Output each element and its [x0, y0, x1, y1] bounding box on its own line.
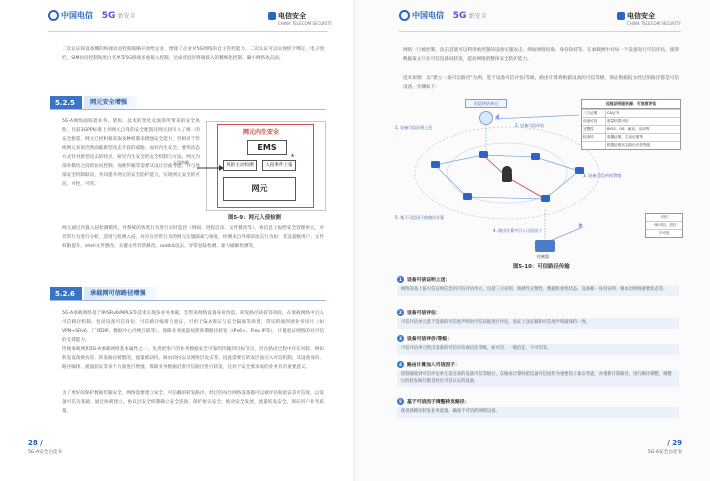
- step-heading: 设备可信评估：: [407, 311, 441, 316]
- section1-paragraph-2: 网元通过内置入侵检测模块，对系统的各类行为进行实时监控（例如，进程启动、文件篡改等），将信息上报给安全管理单元，对异常行为进行分析，适用与检测入侵，对存在异常行为的网元实施隔离与恢复，检测来自外部的攻击行为如：非法超级用户、文件权限提升、shell文件篡改、关键文件异常修改、rootkit攻击、异常登陆检测、暴力破解检测等。: [62, 226, 324, 249]
- intro-paragraph: 二次认证和设备侧的终端访问控制策略开放给企业，增强了企业对5G网络的自主管控能力。二次认证可以实现机卡绑定、电子围栏、SIM访问控制和黑白名单等5G终端多重接入控制，达成对园区终端接入的精细化控制，确小网络攻击面。: [62, 47, 324, 61]
- ems-block: EMS: [247, 140, 287, 155]
- china-telecom-logo: 中国电信 5G 新安全: [399, 10, 486, 21]
- attestation-server-title: 远程证明服务器：可信度评估: [582, 100, 680, 109]
- left-footer: [28, 439, 62, 455]
- telecom-security-logo: 电信安全 CHINA TELECOM SECURITY: [617, 11, 681, 26]
- section-number: 5.2.5: [50, 96, 82, 110]
- 5g-logo: 5G 新安全: [101, 11, 136, 21]
- risk-detect-block: 风险主动检测: [223, 160, 257, 171]
- controller-label: 控制器: [537, 254, 549, 259]
- right-header: [355, 10, 710, 32]
- section-rule: [50, 109, 326, 110]
- step-number-icon: 5: [397, 398, 404, 405]
- table-cell: BIOS、OS、驱动、应用等: [607, 127, 650, 131]
- step-number-icon: 1: [397, 276, 404, 283]
- header-rule: [399, 31, 681, 32]
- figure-5-9-caption: 图5-9：网元入侵检测: [228, 215, 281, 221]
- page-number: / 29: [667, 439, 682, 447]
- step-2-label: 2. 设备可信评估: [515, 123, 545, 128]
- step-item-3: [397, 335, 679, 355]
- section-title: 网元安全增强: [84, 96, 137, 110]
- table-cell: 根据证明状态给出可信等级: [607, 143, 651, 147]
- header-rule: [48, 31, 328, 32]
- table-cell: 三方证明: [582, 110, 606, 117]
- table-cell: 度量结果可信: [607, 119, 629, 123]
- book-gutter: [353, 0, 357, 481]
- step-number-icon: 4: [397, 361, 404, 368]
- table-cell: CA证书: [607, 111, 620, 115]
- step-body: 网络设备上报可信证明信息到可信评估单元，包括三方证明、软硬件完整性、数据机密性状态、设备唯一身份证明、根本层网络重要状态等。: [397, 285, 679, 296]
- section2-paragraph-1: 5G-A承载网络基于IP/SRv6/MPLS等技术实现多业务承载，会带来网络设备身份伪造、转发路径劫持等风险，在承载网络中引入可信路径机制，包括设备可信身份、可信路径编排与验证，可用于SLA保证与安全隔离等场景，常见的端到端业务切片（如VPN+SRv6、广域DIP、数据中心内网互联等），保障业务流量按照预期路径转发（IPv6+、Flex IP等），计量验证网络的对可信的支撑能力。: [62, 311, 324, 343]
- step-body: 可信评估单元给出设备的可信评价或信任等级，如可信、一般信任、不可信等。: [397, 344, 679, 355]
- network-element-block: 网元: [223, 177, 296, 201]
- step-3-label: 3. 设备可信评估/等级: [583, 173, 622, 178]
- 5g-logo: 5G 新安全: [452, 11, 487, 21]
- step-4-label: 4. 路由计算中引入可信因子: [493, 228, 543, 233]
- alert-icon: ▲: [291, 152, 295, 157]
- event-report-block: 入侵事件上报: [262, 160, 296, 171]
- step-body: 使用新路径转发业务流量，确保不可信的网络设备。: [397, 407, 679, 418]
- right-footer: [648, 439, 682, 455]
- trust-evaluator-label: 可信评估单元: [465, 99, 507, 108]
- right-intro-paragraph-2: 技术原理：以"建立一条可信路径"为例，基于设备可信评估/等级，路由计算将根据设备的可信等级，保证数据报文经过的路径都是可信设备，步骤如下：: [403, 76, 679, 90]
- figure-ne-intrusion: [173, 121, 326, 211]
- step-item-5: [397, 398, 679, 418]
- section-heading-5-2-5: [50, 96, 326, 110]
- figure-trusted-path: [395, 95, 685, 267]
- trust-level: 一般可信、信任: [646, 221, 682, 229]
- table-cell: 设备可信: [582, 118, 606, 125]
- table-cell: 周期证明、主动证明等: [607, 135, 643, 139]
- intrusion-arrow-icon: [197, 165, 225, 171]
- china-telecom-mark-icon: [399, 10, 410, 21]
- figure-title: 网元内生安全: [243, 129, 280, 136]
- trust-level: 可信: [660, 215, 668, 219]
- trust-level: 不可信: [646, 229, 682, 237]
- step-heading: 基于可信因子调整转发路径：: [407, 400, 470, 405]
- section-number: 5.2.6: [50, 287, 82, 301]
- trust-level-table: [645, 213, 683, 238]
- china-telecom-mark-icon: [48, 10, 59, 21]
- security-logo-icon: [617, 12, 625, 20]
- left-header: [0, 10, 355, 32]
- telecom-security-logo: 电信安全 CHINA TELECOM SECURITY: [268, 11, 332, 26]
- access-control-label: 入侵防御: [173, 160, 189, 165]
- network-topology-diagram: [395, 95, 685, 267]
- section2-paragraph-2: 传统承载网和5G-A承载网络基本属性之一，负责把用户的业务数据安全可靠的传输到目标节点，但在路由过程中存在风险，例如转发设备被仿冒、转发路径被篡改、流量被劫持、路由劫持以及网络层攻击等，因此需要在转发层面引入可信机制，从设备身份、路径编排、流量验证等多个方面进行增强，保障业务数据沿着可信路径进行转发，这对于安全要求高的业务具有重要意义。: [62, 347, 324, 370]
- step-5-label: 5. 基于可信因子的路径计算: [395, 215, 445, 220]
- figure-5-10-caption: 图5-10：可信路径传输: [513, 264, 570, 270]
- section-title: 承载网可信路径增强: [84, 287, 156, 301]
- page-number: 28 /: [28, 439, 43, 447]
- step-number-icon: 3: [397, 335, 404, 342]
- china-telecom-logo: 中国电信 5G 新安全: [48, 10, 135, 21]
- section1-paragraph: 5G-A网络面临着业务、架构、技术的变化及演进所带来的安全风险，目前3GPP标准上对网元自身的安全配置及网元间引入了统一的安全框架，网元已经积极采取多种机制来增强安全能力，但相对于传统网元来说仍然面临新型攻击手段的威胁。面对内生安全，要用动态方式针对新型攻击的特点，研究内生安全的安全机制与方法。网元内部各模块之间的访问控制、加密传输等需要从设计层面考虑，并与外部安全机制联动，共同提升网元的安全防护能力，实现网元安全的可信、可控、可管。: [62, 119, 200, 187]
- step-number-icon: 2: [397, 309, 404, 316]
- step-body: 控制器收到可信评估单元发送来的设备可信等级后，在路由计算时把设备可信度作为重要因子加以考虑，并重新计算路径，进行路径调整，调整后的转发路径都是经过可信认证的设备。: [397, 370, 679, 387]
- right-intro-paragraph: 网络一旦被控制，攻击者就可以利用被控制的设备实施攻击，例如网络投毒、身份劫持等。在承载网中对每一个设备进行可信评估，使得数据报文只在可信设备间转发，提高网络的整体安全防护能力。: [403, 48, 679, 62]
- step-item-2: [397, 309, 679, 329]
- section-heading-5-2-6: [50, 287, 326, 301]
- security-logo-icon: [268, 12, 276, 20]
- section-rule: [50, 300, 326, 301]
- right-page: [355, 0, 710, 481]
- step-heading: 设备可信评价/等级：: [407, 337, 452, 342]
- table-cell: 完整性: [582, 126, 606, 133]
- table-cell: 检查项: [582, 134, 606, 141]
- step-item-4: [397, 361, 679, 387]
- footer-title: 5G-A安全白皮书: [28, 450, 63, 455]
- step-item-1: [397, 276, 679, 296]
- step-heading: 路由计算加入可信因子：: [407, 363, 460, 368]
- step-1-label: 1. 设备可信证明上送: [395, 125, 433, 130]
- footer-title: 5G-A安全白皮书: [647, 450, 682, 455]
- section2-paragraph-3: 为了更好的保护数据传输安全，网络需要建立安全、可信赖的转发路径，经过的每台网络设备都可以被评估和验证其可信度，以设备可信为基础，通过协商建立、协议层安全机制确立安全连接，保护协议安全，推动安全发展、流量转发安全，保证用户业务质量。: [62, 391, 324, 414]
- step-body: 可信评估单元基于设备的可信度声明对可信证据进行评估，验证上送证据和可信度声明最保持一致。: [397, 318, 679, 329]
- step-heading: 设备可信证明上送：: [407, 278, 451, 283]
